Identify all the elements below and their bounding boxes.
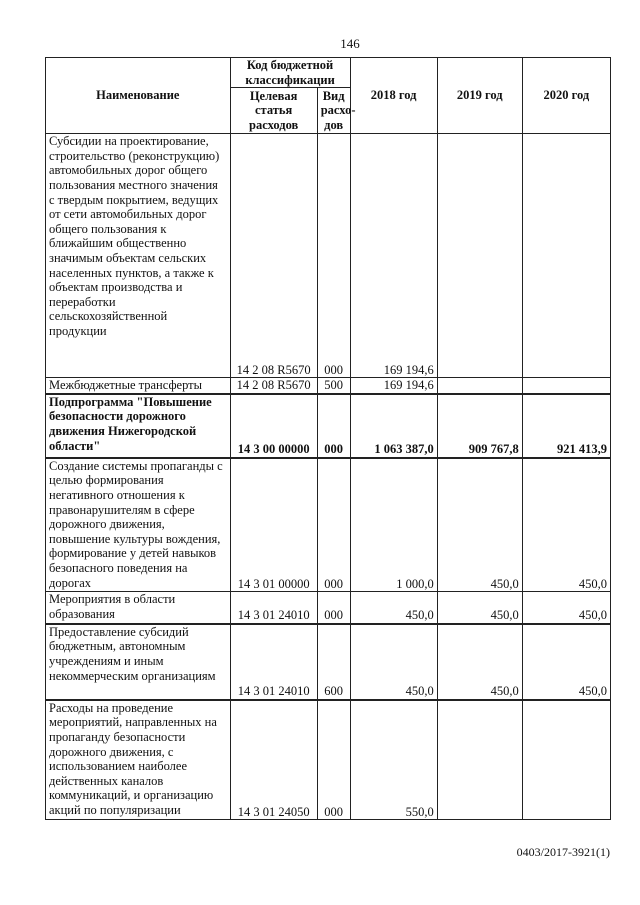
row-name: Предоставление субсидий бюджетным, автономным учреждениям и иным некоммерческим организациям [46, 624, 231, 700]
row-2018: 550,0 [350, 700, 437, 820]
row-code: 14 2 08 R5670 [230, 134, 317, 378]
table-row [46, 458, 611, 592]
header-2019: 2019 год [437, 58, 522, 134]
row-name: Расходы на проведение мероприятий, направленных на пропаганду безопасности дорожного движения, с использованием наиболее действенных каналов коммуникаций, и организацию акций по популяризации [46, 700, 231, 820]
table-row [46, 700, 611, 820]
row-2019: 450,0 [437, 592, 522, 624]
table-row [46, 592, 611, 624]
header-expense-kind: Вид расхо-дов [317, 88, 350, 134]
row-2020: 450,0 [522, 458, 610, 592]
header-code-group: Код бюджетной классификации [230, 58, 350, 88]
row-2020: 450,0 [522, 624, 610, 700]
table-row [46, 134, 611, 378]
header-target-article: Целевая статья расходов [230, 88, 317, 134]
row-2020: 450,0 [522, 592, 610, 624]
row-kind: 000 [317, 394, 350, 458]
row-kind: 600 [317, 624, 350, 700]
row-2018: 450,0 [350, 592, 437, 624]
row-kind: 000 [317, 458, 350, 592]
table-row [46, 378, 611, 394]
row-code: 14 3 01 24010 [230, 592, 317, 624]
row-2018: 450,0 [350, 624, 437, 700]
row-name: Подпрограмма "Повышение безопасности дорожного движения Нижегородской области" [46, 394, 231, 458]
header-2020: 2020 год [522, 58, 610, 134]
row-2019: 909 767,8 [437, 394, 522, 458]
row-2018: 1 063 387,0 [350, 394, 437, 458]
row-2019: 450,0 [437, 458, 522, 592]
row-kind: 500 [317, 378, 350, 394]
row-2018: 169 194,6 [350, 134, 437, 378]
row-2018: 169 194,6 [350, 378, 437, 394]
row-2020: 921 413,9 [522, 394, 610, 458]
row-name: Создание системы пропаганды с целью формирования негативного отношения к правонарушителям в сфере дорожного движения, повышение культуры вождения, формирование у детей навыков безопасного поведения на дорогах [46, 458, 231, 592]
row-code: 14 3 01 24010 [230, 624, 317, 700]
row-2020 [522, 378, 610, 394]
row-2020 [522, 134, 610, 378]
row-kind: 000 [317, 134, 350, 378]
row-name: Мероприятия в области образования [46, 592, 231, 624]
row-kind: 000 [317, 700, 350, 820]
page-number: 146 [340, 36, 360, 51]
row-2019 [437, 700, 522, 820]
row-kind: 000 [317, 592, 350, 624]
budget-table [45, 57, 611, 820]
row-name: Межбюджетные трансферты [46, 378, 231, 394]
row-2019 [437, 378, 522, 394]
row-2019: 450,0 [437, 624, 522, 700]
row-code: 14 3 01 24050 [230, 700, 317, 820]
table-row [46, 624, 611, 700]
row-code: 14 2 08 R5670 [230, 378, 317, 394]
row-2018: 1 000,0 [350, 458, 437, 592]
row-2019 [437, 134, 522, 378]
table-row [46, 394, 611, 458]
row-name: Субсидии на проектирование, строительство (реконструкцию) автомобильных дорог общего пользования местного значения с твердым покрытием, ведущих от сети автомобильных дорог общего пользования к ближайшим общественно значимым объектам сельских населенных пунктов, а также к объектам производства и переработки сельскохозяйственной продукции [46, 134, 231, 378]
header-2018: 2018 год [350, 58, 437, 134]
header-name: Наименование [46, 58, 231, 134]
row-2020 [522, 700, 610, 820]
row-code: 14 3 01 00000 [230, 458, 317, 592]
document-code: 0403/2017-3921(1) [516, 845, 610, 859]
row-code: 14 3 00 00000 [230, 394, 317, 458]
